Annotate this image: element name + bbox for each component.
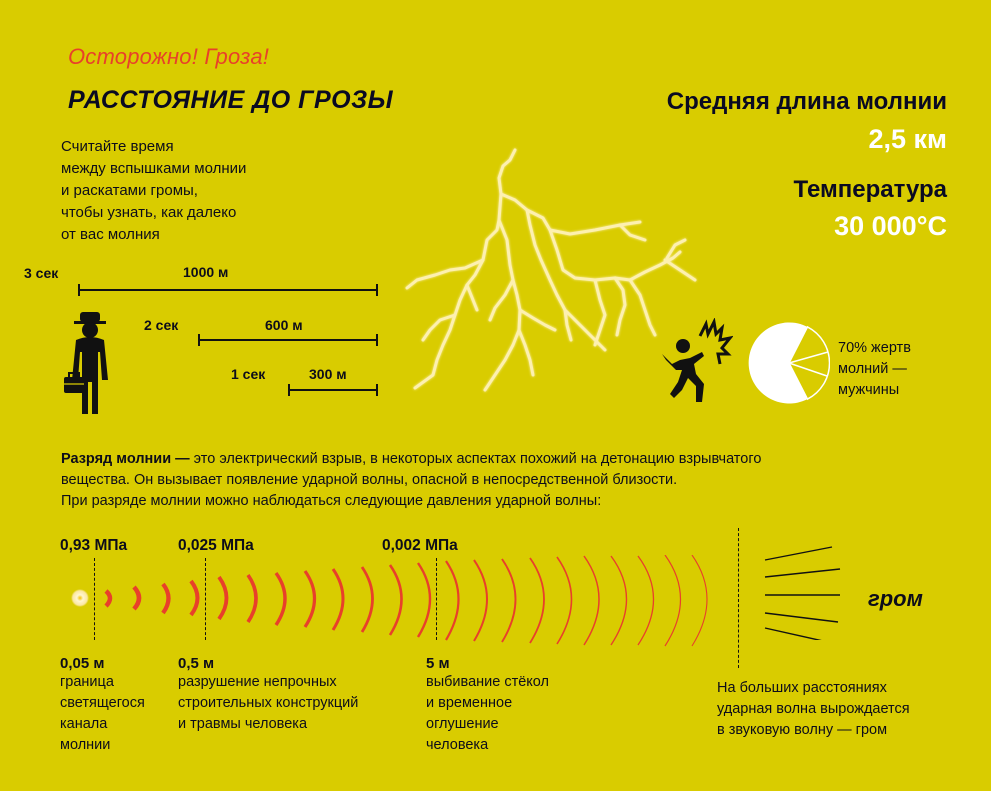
scale-bar-1000 [78, 289, 378, 291]
discharge-paragraph: Разряд молнии — это электрический взрыв, в некоторых аспектах похожий на детонацию взрывчатого вещества. Он вызывает появление ударной волны, опасной в непосредственной близости. При разряде молнии можно наблюдаться следующие давления ударной волны: [61, 451, 762, 509]
temperature-value: 30 000°C [834, 211, 947, 241]
victims-pie-chart [748, 322, 830, 404]
lightning-length-value: 2,5 км [868, 124, 947, 154]
distance-block-0-5m: 0,5 м разрушение непрочных строительных конструкций и травмы человека [178, 655, 359, 732]
pressure-label-2: 0,025 МПа [178, 537, 254, 554]
thunder-explanation: На больших расстояниях ударная волна вырождается в звуковую волну — гром [717, 680, 910, 738]
scale-time-2: 2 сек [144, 317, 179, 333]
distance-block-5m: 5 м выбивание стёкол и временное оглушение человека [426, 655, 550, 753]
scale-distance-600: 600 м [265, 317, 303, 333]
thunder-label: гром [868, 586, 923, 611]
pressure-label-1: 0,93 МПа [60, 537, 128, 554]
lightning-source-dot [71, 589, 89, 607]
temperature-label: Температура [793, 176, 947, 203]
electrocuted-person-icon [658, 318, 733, 408]
scale-time-3: 3 сек [24, 265, 59, 281]
pressure-label-3: 0,002 МПа [382, 537, 458, 554]
intro-text: Считайте время между вспышками молнии и раскатами громы, чтобы узнать, как далеко от вас молния [61, 138, 247, 243]
scale-distance-1000: 1000 м [183, 264, 229, 280]
victims-caption: 70% жертв молний — мужчины [838, 340, 911, 398]
scale-time-1: 1 сек [231, 366, 266, 382]
man-with-suitcase-icon [62, 310, 122, 415]
distance-block-0-05m: 0,05 м граница светящегося канала молнии [60, 655, 145, 753]
page-title: РАССТОЯНИЕ ДО ГРОЗЫ [68, 86, 394, 114]
shockwave-arcs [60, 555, 760, 655]
lightning-length-label: Средняя длина молнии [666, 88, 947, 115]
kicker-text: Осторожно! Гроза! [68, 44, 270, 69]
scale-bar-300 [288, 389, 378, 391]
scale-distance-300: 300 м [309, 366, 347, 382]
scale-bar-600 [198, 339, 378, 341]
thunder-sound-lines-icon [760, 540, 860, 640]
